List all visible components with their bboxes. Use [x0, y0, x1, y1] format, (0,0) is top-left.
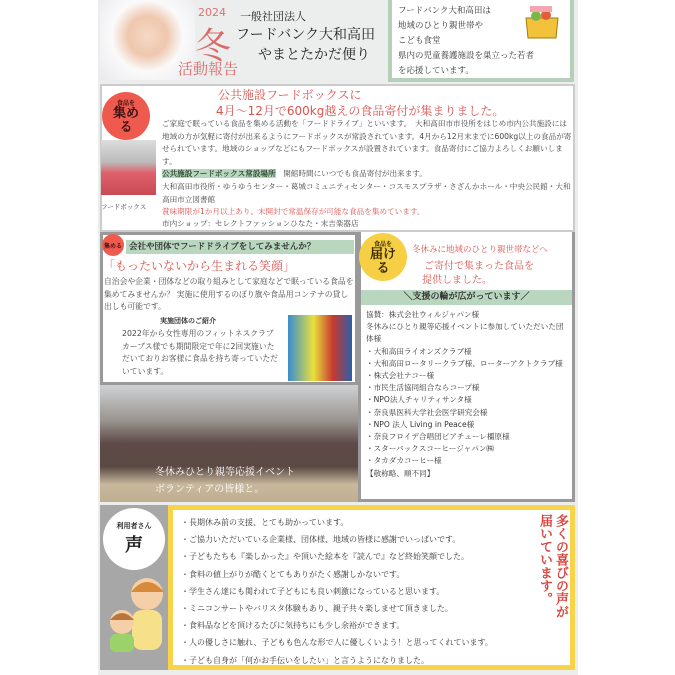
- food-box-icon: [522, 4, 562, 40]
- mother-child-illustration: [102, 572, 172, 652]
- org-name: フードバンク大和高田: [236, 27, 376, 43]
- support-list: [366, 309, 571, 480]
- badge-big: 届ける: [369, 246, 396, 276]
- badge-small: 食品を: [373, 240, 392, 248]
- group: ・タカダカコーヒー様: [366, 456, 442, 466]
- places-list: 大和高田市役所・ゆうゆうセンター・葛城コミュニティセンター・コスモスプラザ・さざんかホール・中央公民館・大和高田市立図書館: [162, 182, 571, 204]
- deliver-line: 冬休みに地域のひとり親世帯などへ: [412, 245, 548, 255]
- voice-item: ・学生さん達にも関われて子どもにも良い刺激になっていると思います。: [181, 586, 445, 596]
- intro-line: 地域のひとり親世帯や: [398, 21, 484, 31]
- deliver-line: ご寄付で集まった食品を: [424, 261, 534, 272]
- voices-box: [168, 505, 575, 670]
- deliver-line: 提供しました。: [422, 275, 492, 286]
- voice-item: ・長期休み前の支援、とても助かっています。: [181, 518, 349, 527]
- drive-badge: 集める: [102, 234, 124, 256]
- drive-title: 会社や団体でフードドライブをしてみませんか？: [126, 240, 354, 254]
- intro-line: フードバンク大和高田は: [398, 6, 491, 16]
- group: ・NPO 法人 Living in Peace様: [366, 419, 475, 429]
- collect-body: ご家庭で眠っている食品を集める活動を「フードドライブ」といいます。 大和高田市市役所をはじめ市内公共施設には地域の方が気軽に寄付が出来るようにフードボックスが常設されています。4月から12月末までに600kg以上の食品が寄せられています。地域のショップなどにもフードボックスが設置されています。食品寄付にご協力よろしくお願いします。: [162, 119, 572, 166]
- newsletter-title: やまとたかだ便り: [258, 47, 370, 63]
- group: ・NPO法人チャリティサンタ様: [366, 395, 472, 405]
- intro-line: 県内の児童養護施設を巣立った若者: [398, 51, 535, 61]
- drive-body: 自治会や企業・団体などの取り組みとして家庭などで眠っている食品を集めてみませんか？ 実施に使用するのぼり旗や食品用コンテナの貸し出しも可能です。: [104, 277, 354, 311]
- drive-catch: 「もったいないから生まれる笑顔」: [103, 259, 296, 273]
- shops: 市内ショップ：セレクトファッションひなた・末吉楽器店: [162, 219, 359, 228]
- places-line: [162, 168, 572, 181]
- badge-big: 集める: [112, 105, 139, 135]
- voice-item: ・ご協力いただいている企業様、団体様、地域の皆様に感謝でいっぱいです。: [181, 535, 461, 545]
- org-type: 一般社団法人: [240, 10, 306, 23]
- group: ・大和高田ロータリークラブ様、ローターアクトクラブ様: [366, 358, 563, 368]
- participants: 冬休みにひとり親等応援イベントに参加していただいた団体様: [366, 322, 564, 344]
- voice-item: ・子どもたちも『楽しかった』や頂いた絵本を『読んで』など終始笑顔でした。: [181, 552, 469, 562]
- group: ・奈良フロイデ合唱団ビアチューレ橿原様: [366, 432, 510, 442]
- voices-badge: [103, 508, 165, 570]
- report-label: 活動報告: [178, 60, 239, 78]
- group: ・大和高田ライオンズクラブ様: [366, 346, 472, 356]
- year: 2024: [198, 6, 226, 19]
- voices-list: [181, 514, 493, 669]
- intro-line: を応援しています。: [398, 66, 474, 76]
- season: 冬: [195, 26, 232, 67]
- deliver-badge: [359, 233, 407, 281]
- intro-line: こども食堂: [398, 36, 441, 46]
- voices-side-text: 届いています。: [537, 514, 552, 605]
- intro-label: 実施団体のご紹介: [160, 317, 216, 325]
- collect-badge: [102, 92, 150, 140]
- group: ・市民生活協同組合ならコープ様: [366, 383, 480, 393]
- support-title: ＼支援の輪が広がっています／: [361, 290, 572, 305]
- footnote: 【敬称略、順不同】: [366, 468, 435, 478]
- voice-item: ・子ども自身が「何かお手伝いをしたい」と言うようになりました。: [181, 655, 429, 665]
- places-note: 開館時間にいつでも食品寄付が出来ます。: [283, 169, 427, 178]
- voices-side-text: 多くの喜びの声が: [553, 514, 568, 618]
- voice-item: ・食料の値上がりが酷くとてもありがたく感謝しかないです。: [181, 569, 405, 579]
- photo-caption: フードボックス: [101, 203, 147, 211]
- group: ・奈良県医科大学社会医学研究会様: [366, 407, 488, 417]
- group: ・スターバックスコーヒージャパン㈱: [366, 444, 495, 454]
- intro-body: 2022年から女性専用のフィットネスクラブカーブス様でも期間限定で年に2回実施いただいておりお客様に食品を持ち寄っていただいています。: [122, 329, 278, 376]
- badge-small: 利用者さん: [116, 522, 152, 530]
- sponsor: 協賛：株式会社ウィルジャパン様: [366, 310, 480, 319]
- photo-caption: 冬休みひとり親等応援イベント: [155, 467, 295, 478]
- headline: 公共施設フードボックスに: [218, 88, 362, 102]
- voice-item: ・食料品などを頂けるたびに気持ちにも少し余裕ができます。: [181, 621, 405, 631]
- headline: 4月〜12月で600kg越えの食品寄付が集まりました。: [216, 104, 505, 118]
- places-label: 公共施設フードボックス常設場所: [162, 169, 276, 178]
- photo-caption: ボランティアの皆様と。: [155, 484, 265, 495]
- group: ・株式会社ナコー様: [366, 371, 435, 381]
- badge-big: 声: [125, 535, 143, 556]
- badge-small: 食品を: [116, 99, 135, 107]
- magazine-photo: [288, 315, 352, 381]
- notice: 賞味期限が1か月以上あり、未開封で常温保存が可能な食品を集めています。: [162, 207, 425, 216]
- voice-item: ・ミニコンサートやバリスタ体験もあり、親子共々楽しませて頂きました。: [181, 604, 453, 614]
- food-box-photo: [101, 140, 156, 195]
- voice-item: ・人の優しさに触れ、子どもも色んな形で人に優しくいよう！と思ってくれています。: [181, 638, 493, 648]
